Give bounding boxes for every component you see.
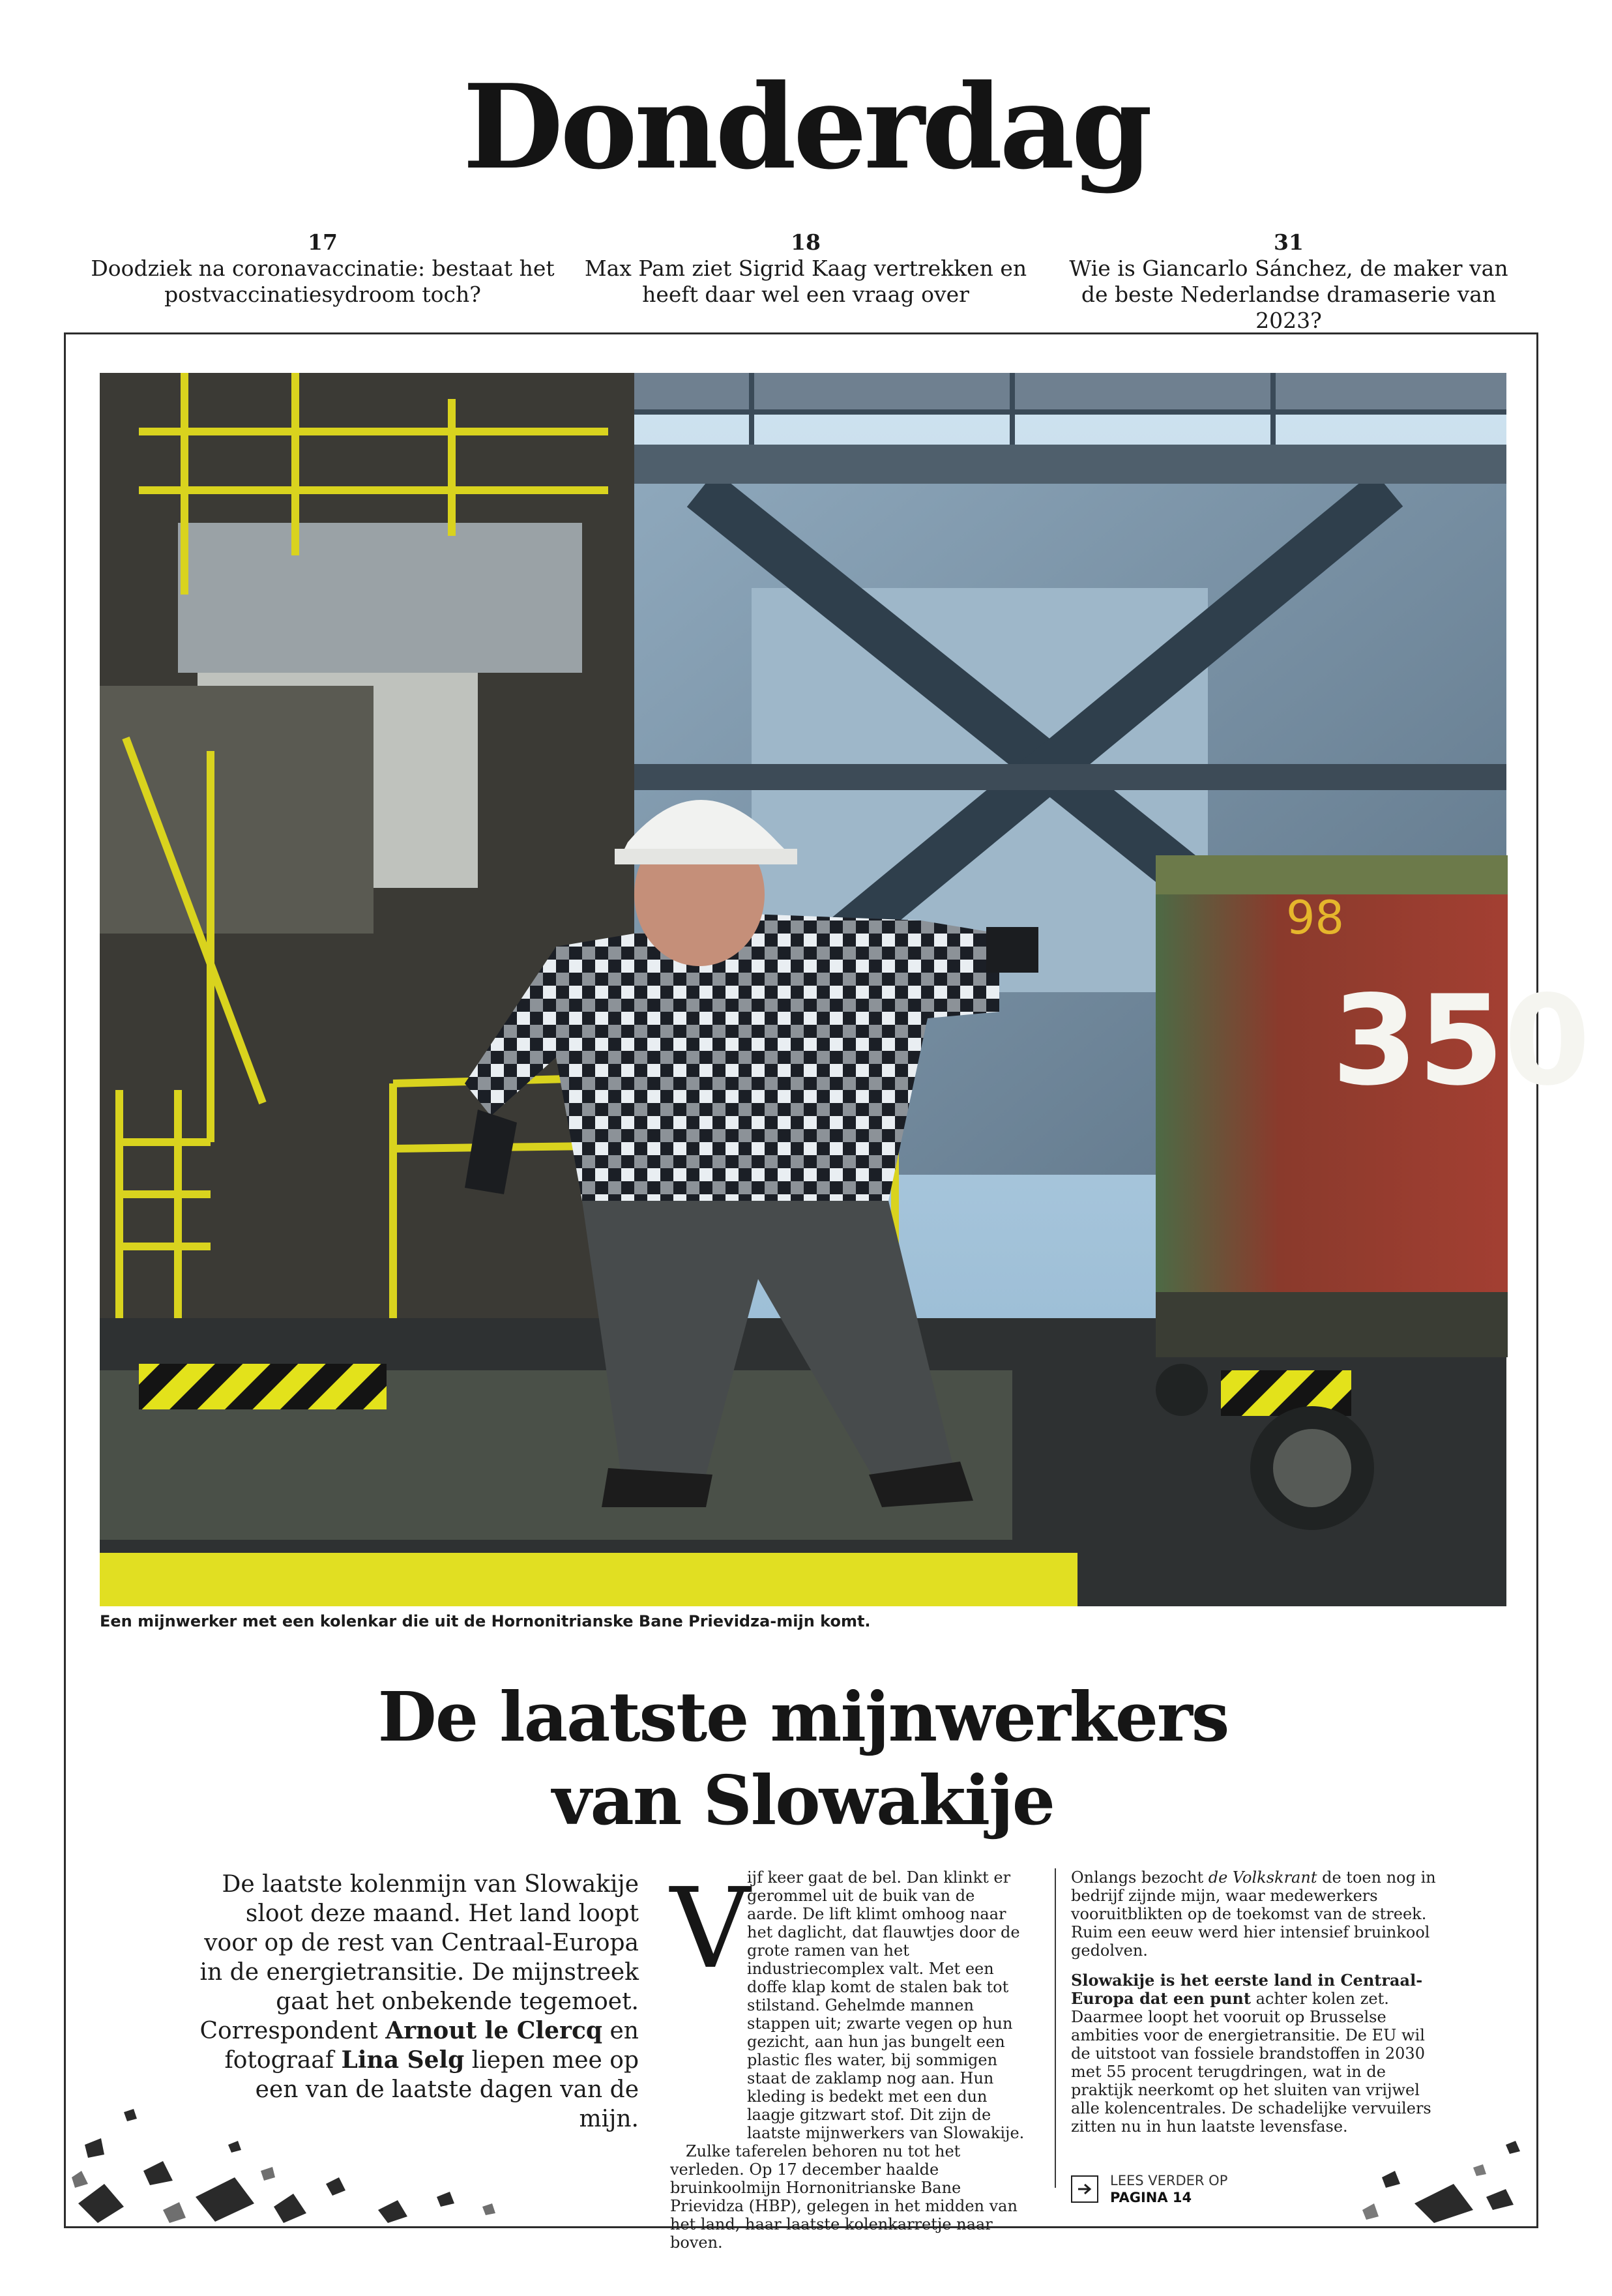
lead-photo[interactable] [100, 373, 1590, 1606]
cart-marking-350: 350 [1332, 969, 1590, 1113]
headline-line-2: van Slowakije [552, 1760, 1054, 1840]
teaser-2[interactable] [571, 229, 1040, 308]
continue-label: LEES VERDER OP [1110, 2173, 1228, 2188]
body-paragraph-1: ijf keer gaat de bel. Dan klinkt er gerommel uit de buik van de aarde. De lift klimt omhoog naar het daglicht, dat flauwtjes door de grote ramen van het industriecomplex valt. Met een doffe klap komt de stalen bak tot stilstand. Gehelmde mannen stappen uit; zwarte vegen op hun gezicht, aan hun jas bungelt een plastic fles water, bij sommigen staat de zaklamp nog aan. Hun kleding is bedekt met een dun laagje gitzwart stof. Dit zijn de laatste mijnwerkers van Slowakije. [747, 1868, 1025, 2142]
teaser-1[interactable] [88, 229, 557, 308]
continue-reading-link[interactable] [1071, 2172, 1227, 2206]
photo-caption: Een mijnwerker met een kolenkar die uit de Hornonitrianske Bane Prievidza-mijn komt. [100, 1612, 871, 1630]
column-rule [1055, 1868, 1056, 2188]
mine-photo-illustration [100, 373, 1590, 1606]
intro-joiner: en fotograaf [224, 2018, 639, 2074]
body-column-2 [1071, 1868, 1443, 2136]
article-intro [196, 1870, 639, 2134]
article-headline[interactable] [100, 1675, 1506, 1842]
body-column-1 [670, 1864, 1025, 2252]
photographer-name[interactable]: Lina Selg [341, 2046, 465, 2074]
publication-name: de Volkskrant [1208, 1868, 1317, 1887]
teaser-page-number: 17 [308, 229, 338, 255]
headline-line-1: De laatste mijnwerkers [377, 1677, 1229, 1757]
cart-marking-98: 98 [1286, 891, 1345, 945]
body-paragraph-3: Onlangs bezocht de Volkskrant de toen nog in bedrijf zijnde mijn, waar medewerkers vooruitblikten op de toekomst van de streek. Ruim een eeuw werd hier intensief bruinkool gedolven. [1071, 1868, 1436, 1960]
teaser-page-number: 18 [791, 229, 821, 255]
teaser-text: Wie is Giancarlo Sánchez, de maker van de beste Nederlandse dramaserie van 2023? [1069, 256, 1508, 333]
drop-cap: V [670, 1864, 750, 1994]
continue-page: PAGINA 14 [1110, 2190, 1192, 2205]
intro-tail: liepen mee op een van de laatste dagen van de mijn. [255, 2047, 639, 2132]
teaser-3[interactable] [1054, 229, 1523, 334]
paragraph-lead-in: Slowakije is het eerste land in Centraal-Europa dat een punt [1071, 1971, 1423, 2008]
author-name[interactable]: Arnout le Clercq [385, 2017, 603, 2044]
teaser-page-number: 31 [1274, 229, 1304, 255]
intro-text: De laatste kolenmijn van Slowakije sloot deze maand. Het land loopt voor op de rest van Centraal-Europa in de energietransitie. De mijnstreek gaat het onbekende tegemoet. Correspondent [199, 1871, 639, 2044]
teaser-text: Doodziek na coronavaccinatie: bestaat het postvaccinatiesydroom toch? [91, 256, 555, 307]
arrow-right-icon [1071, 2175, 1098, 2203]
teaser-text: Max Pam ziet Sigrid Kaag vertrekken en heeft daar wel een vraag over [584, 256, 1027, 307]
body-paragraph-4: Slowakije is het eerste land in Centraal-Europa dat een punt achter kolen zet. Daarmee loopt het vooruit op Brusselse ambities voor de energietransitie. De EU wil de uitstoot van fossiele brandstoffen in 2030 met 55 procent terugdringen, wat in de praktijk neerkomt op het sluiten van vrijwel alle kolencentrales. De schadelijke vervuilers zitten nu in hun laatste levensfase. [1071, 1971, 1431, 2136]
masthead: Donderdag [462, 59, 1150, 195]
body-paragraph-2: Zulke taferelen behoren nu tot het verleden. Op 17 december haalde bruinkoolmijn Hornonitrianske Bane Prievidza (HBP), gelegen in het midden van het land, haar laatste kolenkarretje naar boven. [670, 2142, 1018, 2252]
